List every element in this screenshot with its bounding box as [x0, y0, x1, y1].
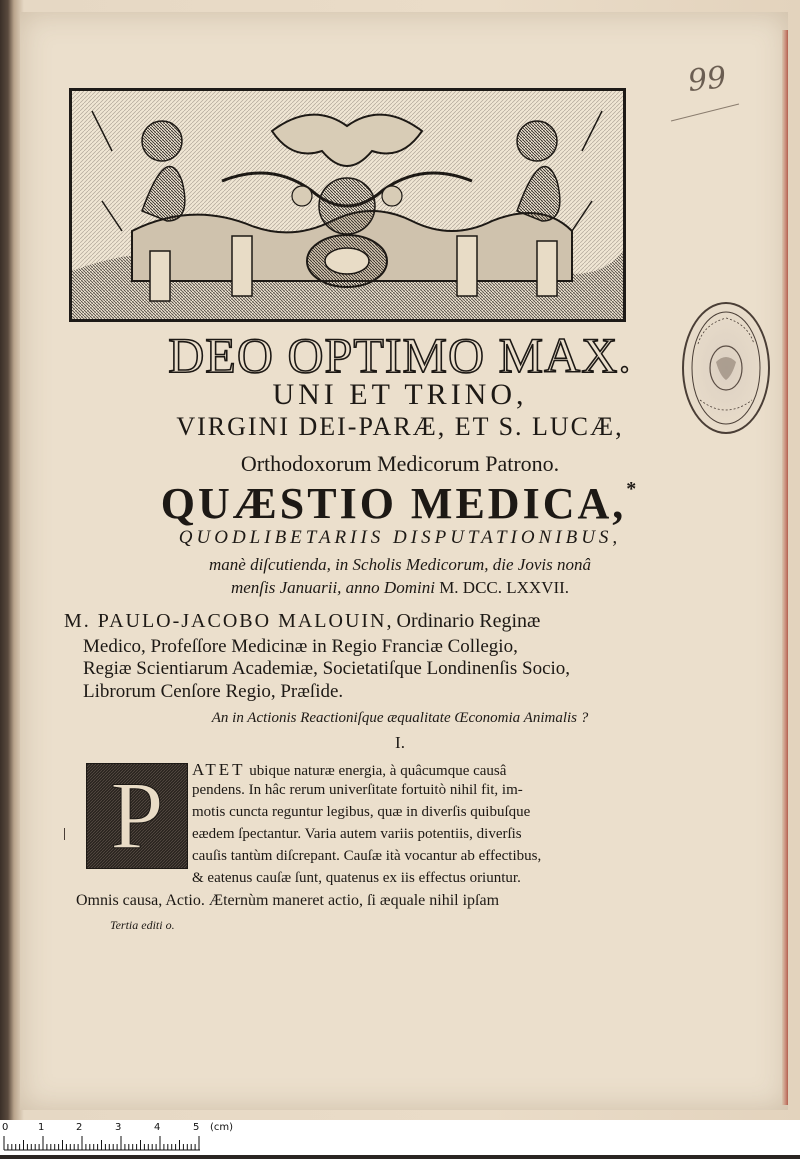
body-line-2: pendens. In hâc rerum univerſitate fortuitò nihil fit, im- — [192, 782, 523, 798]
ruler-label-1: 1 — [38, 1122, 45, 1133]
praeses-line-2: Medico, Profeſſore Medicinæ in Regio Franciæ Collegio, — [83, 636, 518, 657]
signature-mark: Tertia editi o. — [110, 918, 175, 932]
year-text: M. DCC. LXXVII. — [439, 578, 570, 597]
praeses-title: , Ordinario Reginæ — [386, 610, 541, 632]
drop-capital — [86, 763, 188, 869]
ruler-unit: (cm) — [210, 1122, 234, 1133]
praeses-line-4: Librorum Cenſore Regio, Præſide. — [83, 681, 344, 702]
scale-ruler — [0, 1120, 800, 1155]
ruler-label-0: 0 — [2, 1122, 9, 1133]
page-number: 99 — [686, 60, 728, 99]
body-line-6: & eatenus cauſæ ſunt, quatenus ex iis effectus oriuntur. — [192, 870, 521, 886]
title-line-2: UNI ET TRINO, — [272, 378, 528, 411]
title-line-4: Orthodoxorum Medicorum Patrono. — [240, 451, 560, 476]
body-line-3: motis cuncta reguntur legibus, quæ in diverſis quibuſque — [192, 804, 531, 820]
praeses-line-1 — [64, 610, 624, 633]
headpiece-engraving — [72, 91, 623, 319]
body-line-7: Omnis causa, Actio. Æternùm maneret actio, ſi æquale nihil ipſam — [76, 892, 500, 909]
dropcap-letter: P — [110, 762, 164, 869]
margin-mark — [64, 828, 69, 840]
date-text: menſis Januarii, anno Domini — [230, 578, 440, 597]
praeses-line-3: Regiæ Scientiarum Academiæ, Societatiſque Londinenſis Socio, — [83, 658, 571, 679]
body-opening-word: ATET — [192, 760, 246, 779]
body-line-5: cauſis tantùm diſcrepant. Cauſæ ità vocantur ab effectibus, — [192, 848, 542, 864]
section-numeral: I. — [395, 733, 405, 752]
title-line-5 — [0, 478, 800, 529]
question-heading: An in Actionis Reactioniſque æqualitate Œconomia Animalis ? — [211, 710, 589, 726]
ruler-label-3: 3 — [115, 1122, 122, 1133]
ruler-label-2: 2 — [76, 1122, 83, 1133]
title-line-7: manè diſcutienda, in Scholis Medicorum, die Jovis nonâ — [209, 555, 591, 574]
title-line-6: QUODLIBETARIIS DISPUTATIONIBUS, — [178, 527, 622, 548]
ornamental-headpiece — [69, 88, 626, 322]
quaestio-title: QUÆSTIO MEDICA, — [160, 479, 627, 528]
title-line-3: VIRGINI DEI-PARÆ, ET S. LUCÆ, — [176, 412, 624, 441]
title-line-1: DEO OPTIMO MAX. — [168, 327, 632, 383]
body-line-1-rest: ubique naturæ energia, à quâcumque causâ — [245, 763, 507, 779]
ruler-label-5: 5 — [193, 1122, 200, 1133]
body-line-4: eædem ſpectantur. Varia autem variis potentiis, diverſis — [192, 826, 522, 842]
praeses-name: M. PAULO-JACOBO MALOUIN — [64, 610, 387, 632]
footnote-asterisk: * — [626, 478, 640, 500]
title-line-8 — [0, 578, 800, 598]
body-line-1 — [192, 760, 506, 780]
ruler-label-4: 4 — [154, 1122, 161, 1133]
